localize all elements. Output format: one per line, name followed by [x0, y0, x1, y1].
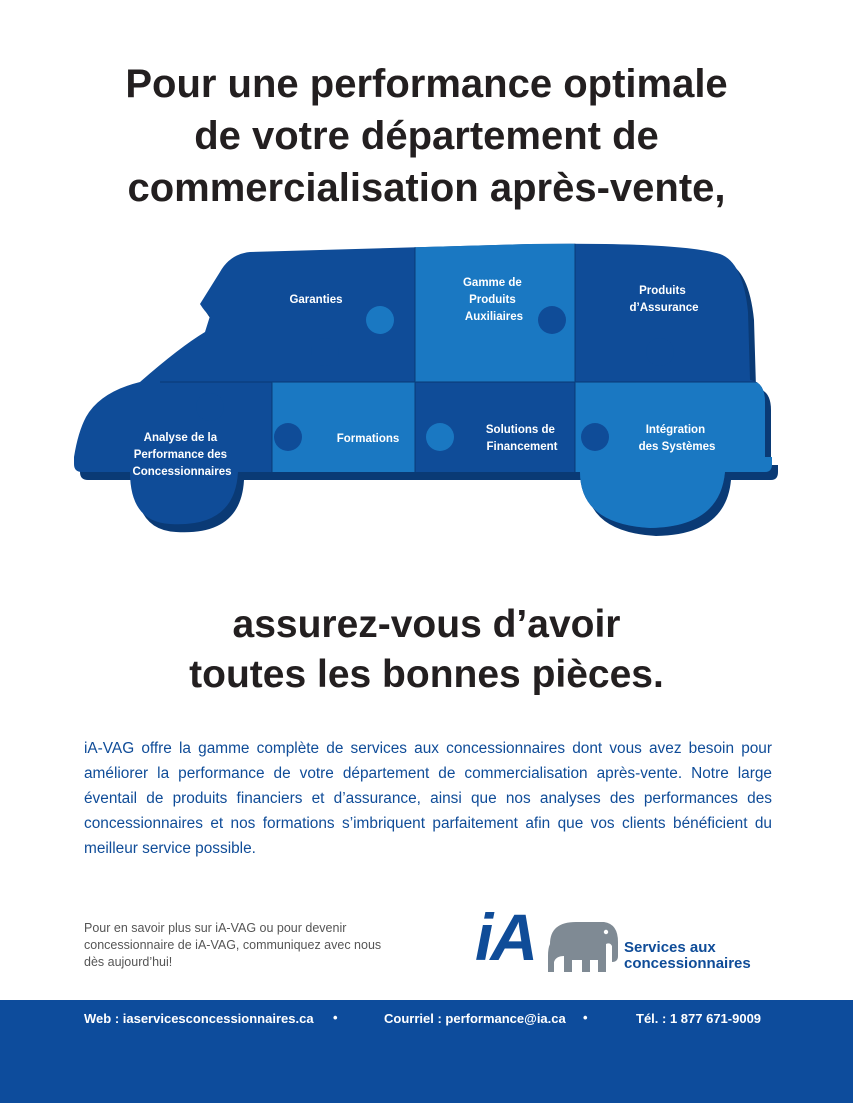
knob-8: [426, 423, 454, 451]
label-gamme: [463, 277, 525, 323]
knob-1: [366, 306, 394, 334]
footer-web-link[interactable]: Web : iaservicesconcessionnaires.ca: [84, 1011, 314, 1026]
subhead: [0, 600, 853, 700]
subhead-line-1: assurez-vous d’avoir: [232, 603, 621, 646]
label-analyse: [132, 432, 231, 478]
headline: [0, 58, 853, 214]
headline-line-1: Pour une performance optimale: [125, 62, 728, 106]
label-integration-1: Intégration: [645, 424, 706, 436]
label-analyse-1: Analyse de la: [143, 432, 218, 444]
piece-integration: [575, 382, 790, 562]
headline-line-3: commercialisation après-vente,: [127, 166, 726, 210]
knob-6: [196, 393, 224, 421]
label-formations: [337, 433, 400, 445]
label-garanties-1: Garanties: [289, 294, 343, 306]
body-paragraph: iA-VAG offre la gamme complète de services aux concessionnaires dont vous avez besoin pour améliorer la performance de votre département de commercialisation après-vente. Notre large éventail de produits financiers et d’assurance, ainsi que nos analyses des performances des concessionnaires et nos formations s’imbriquent parfaitement afin que vos clients bénéficient du meilleur service possible.: [84, 740, 772, 857]
label-gamme-3: Auxiliaires: [464, 311, 524, 323]
label-analyse-2: Performance des: [133, 449, 228, 461]
ia-logo: [470, 900, 780, 982]
puzzle-van-illustration: [60, 232, 790, 562]
knob-7: [274, 423, 302, 451]
footer-bar: [0, 1000, 853, 1103]
label-solutions-1: Solutions de: [485, 424, 555, 436]
contact-note: Pour en savoir plus sur iA-VAG ou pour devenir concessionnaire de iA-VAG, communiquez avec nous dès aujourd’hui!: [84, 921, 382, 969]
label-formations-1: Formations: [336, 433, 400, 445]
label-produits-1: Produits: [639, 285, 686, 297]
label-solutions-2: Financement: [486, 441, 558, 453]
logo-tagline-1: Services aux: [624, 939, 716, 956]
knob-3: [470, 338, 498, 366]
knob-4: [646, 338, 674, 366]
headline-line-2: de votre département de: [194, 114, 659, 158]
subhead-line-2: toutes les bonnes pièces.: [189, 653, 664, 696]
footer-phone[interactable]: Tél. : 1 877 671-9009: [636, 1011, 762, 1026]
logo-tagline: [624, 940, 751, 972]
logo-tagline-2: concessionnaires: [624, 955, 751, 972]
label-produits-2: d’Assurance: [629, 302, 699, 314]
label-analyse-3: Concessionnaires: [132, 466, 232, 478]
knob-2: [538, 306, 566, 334]
label-gamme-1: Gamme de: [462, 277, 522, 289]
knob-5: [311, 338, 339, 366]
label-integration-2: des Systèmes: [638, 441, 716, 453]
footer-separator-1: •: [333, 1010, 338, 1025]
elephant-icon: [546, 916, 620, 974]
footer-email-link[interactable]: Courriel : performance@ia.ca: [384, 1011, 566, 1026]
knob-9: [581, 423, 609, 451]
label-gamme-2: Produits: [469, 294, 516, 306]
logo-mark: iA: [475, 900, 535, 974]
footer-separator-2: •: [583, 1010, 588, 1025]
label-garanties: [289, 294, 342, 306]
